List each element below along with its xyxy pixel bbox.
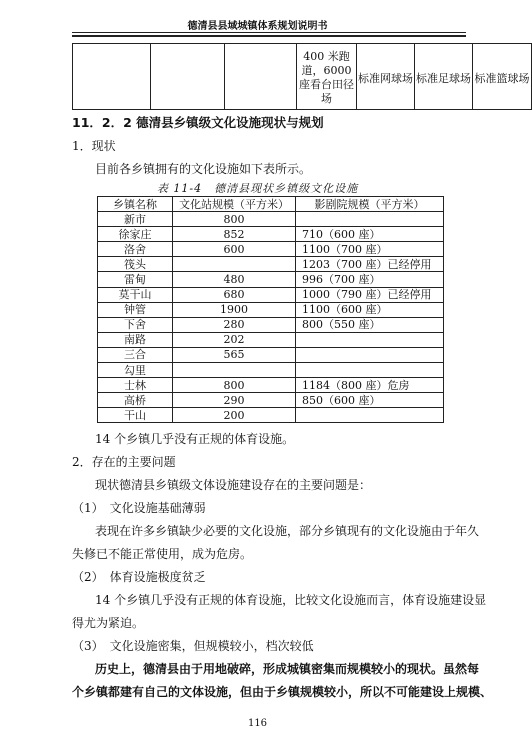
paragraph: 失修已不能正常使用，成为危房。	[72, 547, 253, 561]
cell-line: 场	[321, 91, 332, 105]
table-cell	[73, 44, 151, 110]
table-caption: 表 11-4 德清县现状乡镇级文化设施	[156, 182, 359, 195]
section-title: 11．2．2 德清县乡镇级文化设施现状与规划	[72, 115, 324, 130]
town-name-cell: 筏头	[98, 257, 173, 272]
facility-table	[97, 196, 444, 423]
town-name-cell: 干山	[98, 408, 173, 423]
subsection-heading: 2．存在的主要问题	[72, 455, 176, 469]
town-name-cell: 下舍	[98, 317, 173, 332]
town-name-cell: 洛舍	[98, 242, 173, 257]
paragraph: 得尤为紧迫。	[72, 616, 145, 630]
continued-table	[72, 43, 532, 110]
table-row	[98, 257, 444, 272]
table-row	[98, 227, 444, 242]
culture-station-cell: 800	[173, 378, 296, 393]
town-name-cell: 三合	[98, 347, 173, 362]
cinema-cell: 996（700 座）	[296, 272, 444, 287]
culture-station-cell	[173, 363, 296, 378]
page-number: 116	[247, 718, 268, 729]
town-name-cell: 高桥	[98, 393, 173, 408]
town-name-cell: 士林	[98, 378, 173, 393]
paragraph: 14 个乡镇几乎没有正规的体育设施，比较文化设施而言，体育设施建设显	[95, 593, 487, 607]
header-rule	[72, 32, 466, 33]
table-header-row	[98, 197, 444, 212]
culture-station-cell: 852	[173, 227, 296, 242]
list-item-heading: （1） 文化设施基础薄弱	[72, 501, 206, 515]
page-header: 德清县县域城镇体系规划说明书	[187, 21, 328, 32]
cinema-cell	[296, 347, 444, 362]
paragraph: 14 个乡镇几乎没有正规的体育设施。	[95, 432, 295, 446]
table-row	[98, 302, 444, 317]
cinema-cell	[296, 212, 444, 227]
table-row	[98, 287, 444, 302]
culture-station-cell: 280	[173, 317, 296, 332]
track-field-cell	[297, 44, 357, 110]
cinema-cell	[296, 332, 444, 347]
table-row	[73, 44, 532, 110]
list-item-heading: （3） 文化设施密集，但规模较小，档次较低	[72, 639, 314, 653]
subsection-heading: 1．现状	[72, 139, 116, 153]
town-name-cell: 钟管	[98, 302, 173, 317]
culture-station-cell: 680	[173, 287, 296, 302]
tennis-cell: 标准网球场	[357, 44, 415, 110]
cinema-cell: 1184（800 座）危房	[296, 378, 444, 393]
culture-station-cell: 600	[173, 242, 296, 257]
table-row	[98, 212, 444, 227]
column-header: 影剧院规模（平方米）	[296, 197, 444, 212]
culture-station-cell: 290	[173, 393, 296, 408]
cinema-cell	[296, 363, 444, 378]
table-row	[98, 393, 444, 408]
culture-station-cell: 1900	[173, 302, 296, 317]
town-name-cell: 新市	[98, 212, 173, 227]
culture-station-cell: 800	[173, 212, 296, 227]
paragraph: 现状德清县乡镇级文体设施建设存在的主要问题是：	[95, 478, 372, 492]
table-cell	[225, 44, 297, 110]
table-row	[98, 378, 444, 393]
header-rule-thick	[72, 35, 466, 37]
culture-station-cell: 480	[173, 272, 296, 287]
column-header: 乡镇名称	[98, 197, 173, 212]
cinema-cell: 800（550 座）	[296, 317, 444, 332]
basketball-cell: 标准篮球场	[473, 44, 532, 110]
culture-station-cell: 202	[173, 332, 296, 347]
column-header: 文化站规模（平方米）	[173, 197, 296, 212]
cinema-cell: 1000（790 座）已经停用	[296, 287, 444, 302]
cinema-cell: 710（600 座）	[296, 227, 444, 242]
paragraph: 表现在许多乡镇缺少必要的文化设施，部分乡镇现有的文化设施由于年久	[95, 524, 480, 538]
table-row	[98, 347, 444, 362]
cinema-cell: 1100（600 座）	[296, 302, 444, 317]
paragraph: 目前各乡镇拥有的文化设施如下表所示。	[95, 162, 312, 176]
table-cell	[151, 44, 225, 110]
town-name-cell: 勾里	[98, 363, 173, 378]
paragraph: 历史上，德清县由于用地破碎，形成城镇密集而规模较小的现状。虽然每	[95, 662, 480, 676]
culture-station-cell	[173, 257, 296, 272]
table-row	[98, 363, 444, 378]
town-name-cell: 莫干山	[98, 287, 173, 302]
cell-line: 400 米跑	[303, 49, 350, 63]
town-name-cell: 雷甸	[98, 272, 173, 287]
paragraph: 个乡镇都建有自己的文体设施，但由于乡镇规模较小，所以不可能建设上规模、	[72, 685, 493, 699]
football-cell: 标准足球场	[415, 44, 473, 110]
town-name-cell: 徐家庄	[98, 227, 173, 242]
table-row	[98, 242, 444, 257]
cinema-cell: 1203（700 座）已经停用	[296, 257, 444, 272]
culture-station-cell: 200	[173, 408, 296, 423]
culture-station-cell: 565	[173, 347, 296, 362]
cell-line: 座看台田径	[299, 77, 354, 91]
town-name-cell: 南路	[98, 332, 173, 347]
cinema-cell: 850（600 座）	[296, 393, 444, 408]
cell-line: 道，6000	[301, 63, 352, 77]
table-row	[98, 408, 444, 423]
cinema-cell: 1100（700 座）	[296, 242, 444, 257]
table-row	[98, 272, 444, 287]
table-row	[98, 332, 444, 347]
table-row	[98, 317, 444, 332]
list-item-heading: （2） 体育设施极度贫乏	[72, 570, 206, 584]
cinema-cell	[296, 408, 444, 423]
